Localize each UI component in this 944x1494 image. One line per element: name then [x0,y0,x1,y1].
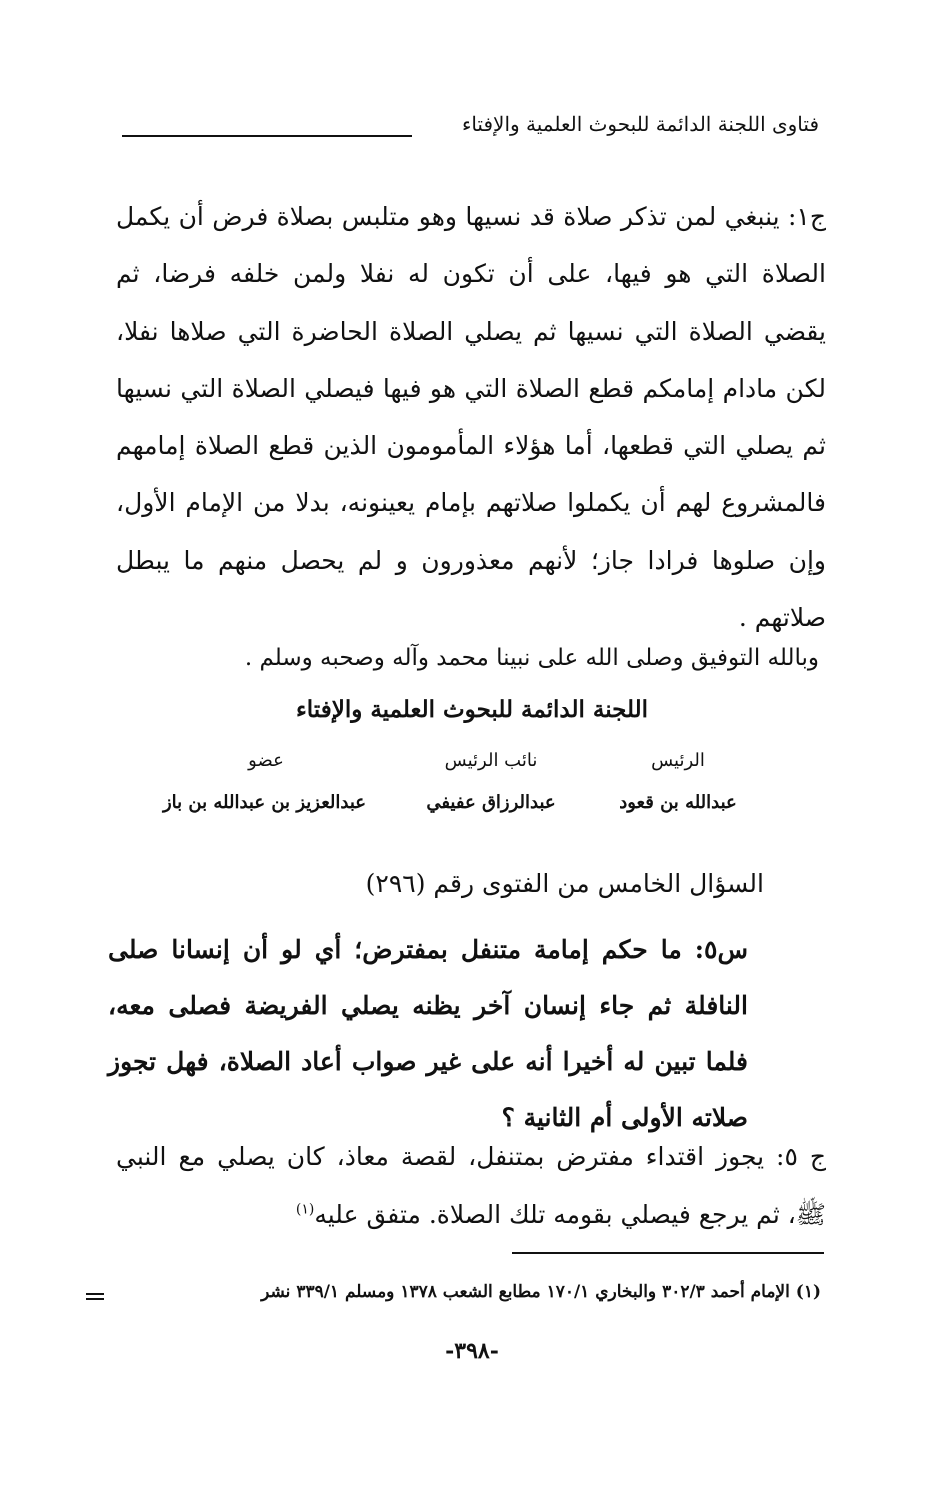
signatory-name-president: عبدالعزيز بن عبدالله بن باز [162,792,366,813]
signatory-name-vice-president: عبدالرزاق عفيفي [426,792,556,813]
signatory-role-vice-president: نائب الرئيس [444,750,538,771]
question-5-heading: السؤال الخامس من الفتوى رقم (٢٩٦) [365,869,764,898]
footnote: (١) الإمام أحمد ٣٠٢/٣ والبخاري ١٧٠/١ مطابع الشعب ١٣٧٨ ومسلم ٣٣٩/١ نشر [261,1282,821,1302]
footnote-rule [512,1252,824,1254]
closing-line: وبالله التوفيق وصلى الله على نبينا محمد وآله وصحبه وسلم . [244,645,819,671]
answer-5-paragraph [116,1128,826,1244]
signatory-role-member: عضو [248,750,284,771]
footnote-continuation-mark [86,1293,104,1300]
page-number: -٣٩٨- [445,1338,499,1364]
committee-title: اللجنة الدائمة للبحوث العلمية والإفتاء [295,696,649,723]
answer-1-paragraph: ج١: ينبغي لمن تذكر صلاة قد نسيها وهو متلبس بصلاة فرض أن يكمل الصلاة التي هو فيها، على أن تكون له نفلا ولمن خلفه فرضا، ثم يقضي الصلاة التي نسيها ثم يصلي الصلاة الحاضرة التي صلاها نفلا، لكن مادام إمامكم قطع الصلاة التي هو فيها فيصلي الصلاة التي نسيها ثم يصلي التي قطعها، أما هؤلاء المأمومون الذين قطع الصلاة إمامهم فالمشروع لهم أن يكملوا صلاتهم بإمام يعينونه، بدلا من الإمام الأول، وإن صلوها فرادا جاز؛ لأنهم معذورون و لم يحصل منهم ما يبطل صلاتهم . [116,202,826,633]
answer-5-text: ج ٥: يجوز اقتداء مفترض بمتنفل، لقصة معاذ، كان يصلي مع النبي ﷺ، ثم يرجع فيصلي بقومه تلك الصلاة. متفق عليه [116,1142,826,1229]
question-5-paragraph: س٥: ما حكم إمامة متنفل بمفترض؛ أي لو أن إنسانا صلى النافلة ثم جاء إنسان آخر يظنه يصلي الفريضة فصلى معه، فلما تبين له أخيرا أنه على غير صواب أعاد الصلاة، فهل تجوز صلاته الأولى أم الثانية ؟ [108,935,748,1132]
header-rule [122,135,412,137]
signatory-name-member: عبدالله بن قعود [619,792,737,813]
signatory-role-president: الرئيس [651,750,705,771]
footnote-reference: (١) [295,1201,315,1218]
running-header: فتاوى اللجنة الدائمة للبحوث العلمية والإفتاء [461,112,819,136]
